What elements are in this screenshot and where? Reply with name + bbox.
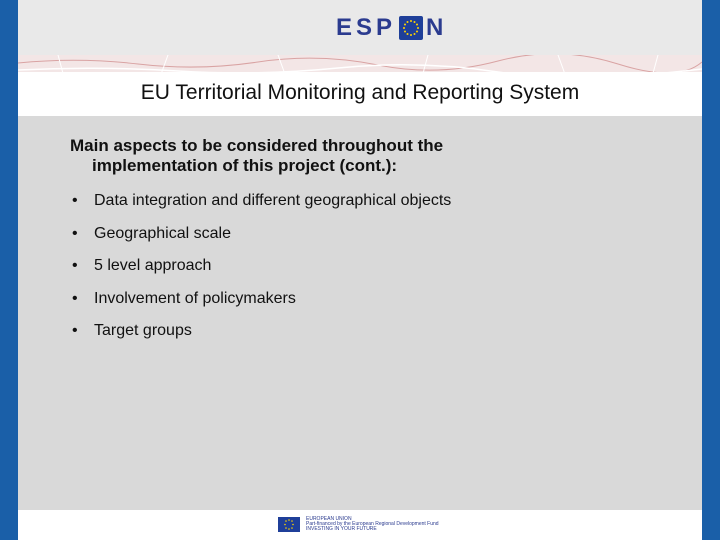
bullet-list [70,189,670,352]
eu-funding-text [306,517,476,533]
bullet-dot: • [72,289,78,307]
heading-line-1: Main aspects to be considered throughout the [70,136,444,155]
content-heading [70,136,630,176]
bullet-item [70,254,670,287]
content-area [18,116,702,510]
heading-line-2: implementation of this project (cont.): [92,156,398,175]
left-frame-bar [0,0,18,540]
footer [18,510,702,540]
bullet-text: Geographical scale [94,224,231,242]
bullet-dot: • [72,224,78,242]
eu-flag-icon [278,517,300,532]
title-band [18,72,702,116]
eu-text-line-2: Part-financed by the European Regional Development Fund [306,521,439,528]
eu-stars-icon [399,16,423,40]
bullet-item [70,319,670,352]
bullet-dot: • [72,192,78,209]
bullet-text: 5 level approach [94,257,212,274]
bullet-dot: • [72,322,78,339]
bullet-dot: • [72,257,78,274]
header-band [18,0,702,56]
logo-text-right: N [426,14,448,41]
slide-title: EU Territorial Monitoring and Reporting System [140,81,580,104]
eu-text-line-3: INVESTING IN YOUR FUTURE [306,526,377,533]
bullet-text: Data integration and different geographical objects [94,192,452,209]
bullet-text: Involvement of policymakers [94,289,296,307]
bullet-item [70,189,670,222]
bullet-text: Target groups [94,322,192,339]
bullet-item [70,222,670,255]
logo-text-left: ESP [336,14,397,41]
espon-logo [336,14,447,42]
eu-text-line-1: EUROPEAN UNION [306,516,352,522]
bullet-item [70,287,670,320]
right-frame-bar [702,0,720,540]
